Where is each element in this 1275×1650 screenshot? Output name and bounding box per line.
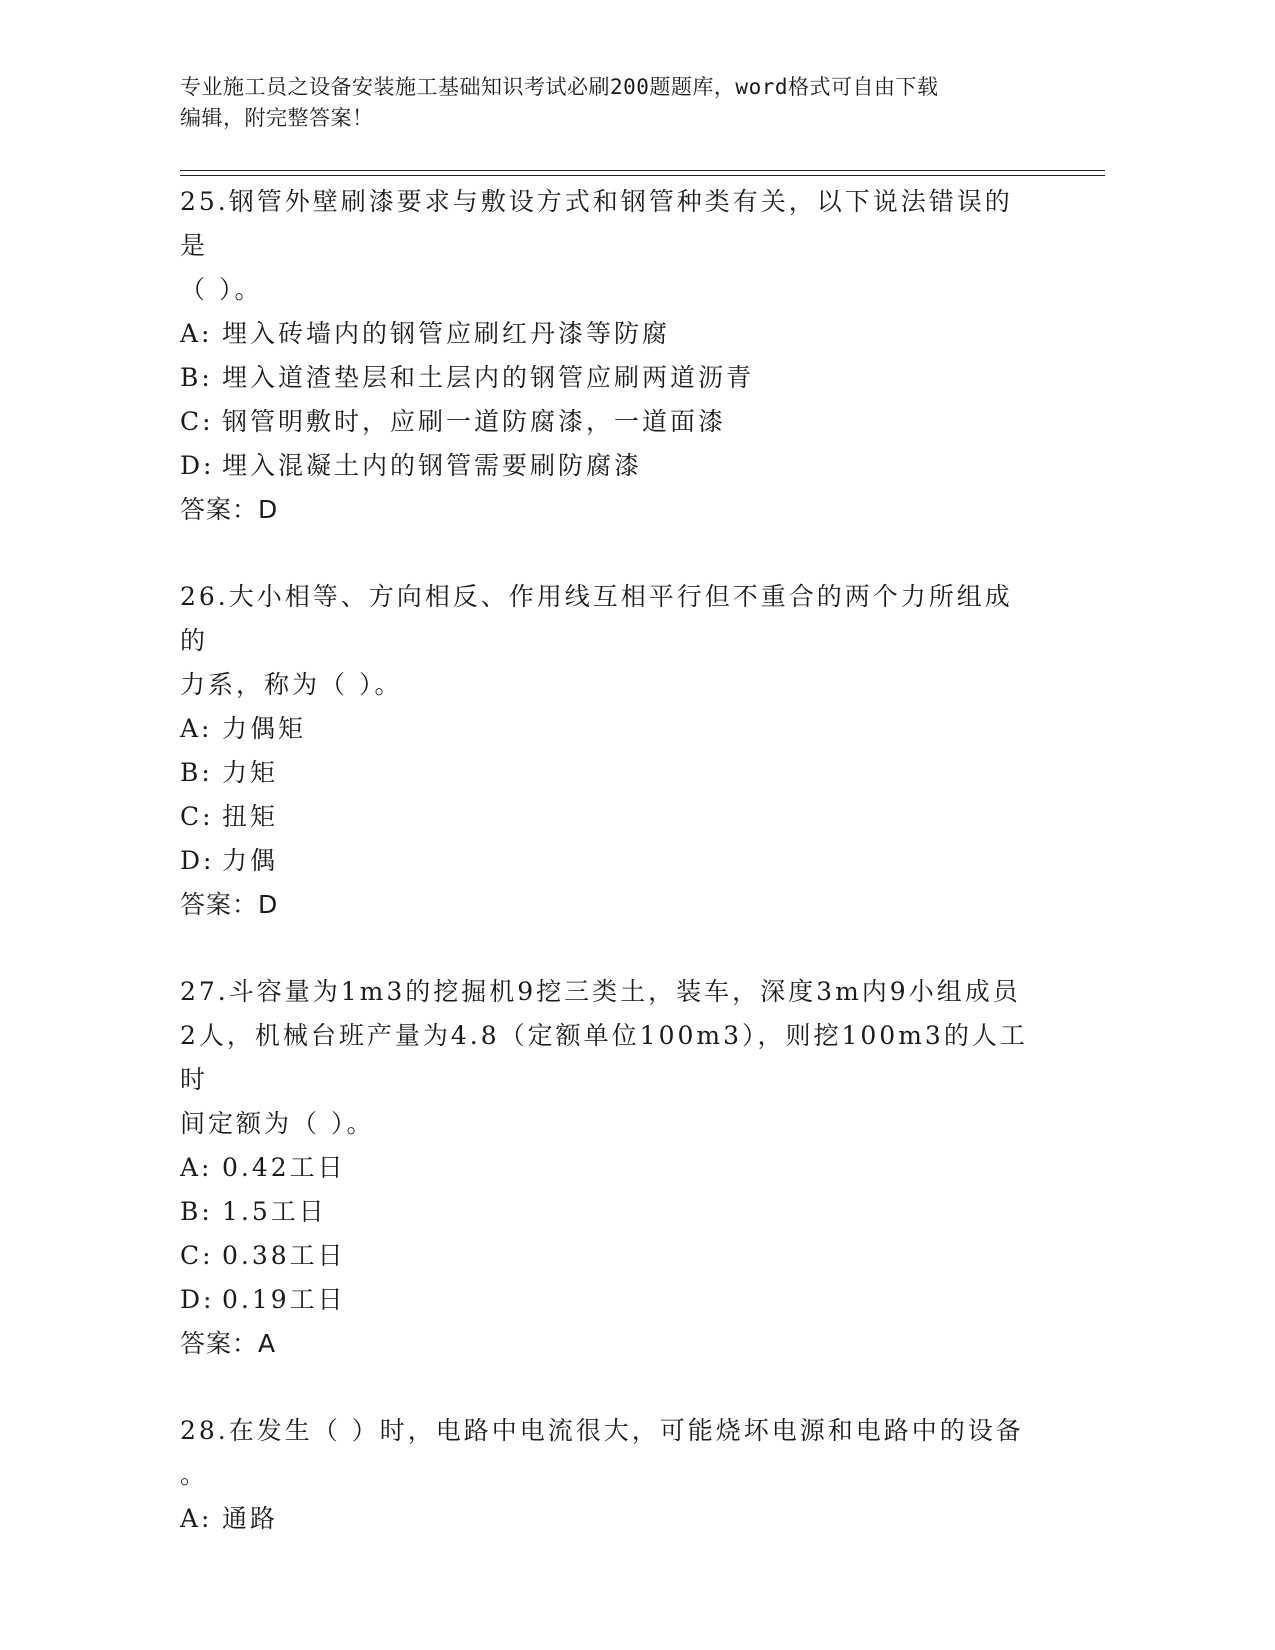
- option-key: C:: [180, 802, 214, 831]
- option-text: 0.42工日: [222, 1153, 346, 1182]
- question-25: [180, 180, 1040, 532]
- option-key: D:: [180, 846, 215, 875]
- option-b: [180, 1190, 1040, 1234]
- question-27: [180, 970, 1040, 1366]
- option-text: 力矩: [222, 758, 279, 787]
- option-key: C:: [180, 407, 214, 436]
- option-key: B:: [180, 758, 213, 787]
- option-text: 1.5工日: [222, 1197, 327, 1226]
- option-c: [180, 400, 1040, 444]
- option-b: [180, 751, 1040, 795]
- question-stem-line: 间定额为（ ）。: [180, 1109, 375, 1138]
- option-key: A:: [180, 1153, 213, 1182]
- question-stem-line: 。: [180, 1460, 209, 1489]
- option-a: [180, 707, 1040, 751]
- option-d: [180, 1278, 1040, 1322]
- header-title-line-2: 编辑，附完整答案！: [180, 106, 374, 130]
- answer-line: 答案：D: [180, 495, 279, 524]
- question-stem-line: 力系，称为（ ）。: [180, 670, 403, 699]
- question-stem-line: （ ）。: [180, 275, 263, 304]
- option-key: D:: [180, 451, 215, 480]
- option-key: A:: [180, 319, 213, 348]
- option-d: [180, 839, 1040, 883]
- option-text: 0.38工日: [222, 1241, 346, 1270]
- option-c: [180, 795, 1040, 839]
- option-key: C:: [180, 1241, 214, 1270]
- option-text: 埋入砖墙内的钢管应刷红丹漆等防腐: [222, 319, 671, 348]
- option-c: [180, 1234, 1040, 1278]
- option-text: 扭矩: [222, 802, 279, 831]
- question-list: [180, 180, 1040, 1584]
- question-stem-line: 25.钢管外壁刷漆要求与敷设方式和钢管种类有关，以下说法错误的是: [180, 187, 1013, 260]
- option-key: B:: [180, 1197, 213, 1226]
- option-text: 钢管明敷时，应刷一道防腐漆，一道面漆: [222, 407, 727, 436]
- option-d: [180, 444, 1040, 488]
- option-key: A:: [180, 1504, 213, 1533]
- question-stem-line: 26.大小相等、方向相反、作用线互相平行但不重合的两个力所组成的: [180, 582, 1013, 655]
- option-key: D:: [180, 1285, 215, 1314]
- document-page: [180, 0, 1105, 1650]
- option-text: 力偶: [222, 846, 279, 875]
- header-title-line-1: 专业施工员之设备安装施工基础知识考试必刷200题题库，word格式可自由下载: [180, 75, 939, 99]
- document-header: [180, 72, 1040, 134]
- question-stem-line: 2人，机械台班产量为4.8（定额单位100m3），则挖100m3的人工时: [180, 1021, 1028, 1094]
- question-stem-line: 27.斗容量为1m3的挖掘机9挖三类土，装车，深度3m内9小组成员: [180, 977, 1021, 1006]
- option-a: [180, 1497, 1040, 1541]
- option-text: 通路: [222, 1504, 279, 1533]
- option-a: [180, 312, 1040, 356]
- option-text: 埋入道渣垫层和土层内的钢管应刷两道沥青: [222, 363, 755, 392]
- option-text: 力偶矩: [222, 714, 307, 743]
- option-text: 埋入混凝土内的钢管需要刷防腐漆: [222, 451, 643, 480]
- option-key: A:: [180, 714, 213, 743]
- option-b: [180, 356, 1040, 400]
- header-divider-bottom: [180, 175, 1105, 176]
- option-text: 0.19工日: [222, 1285, 346, 1314]
- question-28: [180, 1409, 1040, 1541]
- question-26: [180, 575, 1040, 927]
- question-stem-line: 28.在发生（ ）时，电路中电流很大，可能烧坏电源和电路中的设备: [180, 1416, 1024, 1445]
- option-a: [180, 1146, 1040, 1190]
- answer-line: 答案：D: [180, 890, 279, 919]
- option-key: B:: [180, 363, 213, 392]
- answer-line: 答案：A: [180, 1329, 277, 1358]
- header-divider-top: [180, 170, 1105, 171]
